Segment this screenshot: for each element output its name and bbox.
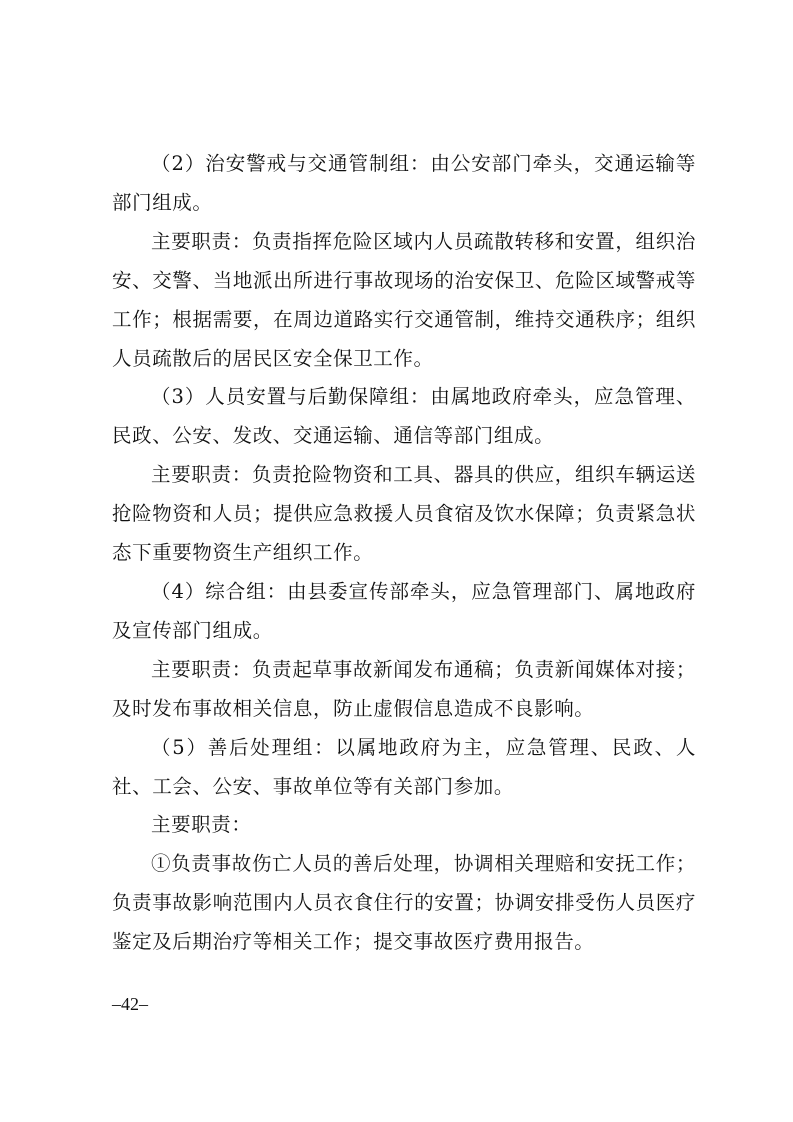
- paragraph-aftermath-duties-heading: 主要职责：: [151, 813, 252, 837]
- paragraph-traffic-control-duties: 主要职责：负责指挥危险区域内人员疏散转移和安置，组织治安、交警、当地派出所进行事故现场的治安保卫、危险区域警戒等工作；根据需要，在周边道路实行交通管制，维持交通秩序；组织人员疏散后的居民区安全保卫工作。: [112, 229, 696, 370]
- paragraph-traffic-control-group: （2）治安警戒与交通管制组：由公安部门牵头，交通运输等部门组成。: [112, 152, 696, 214]
- paragraph-comprehensive-duties: 主要职责：负责起草事故新闻发布通稿；负责新闻媒体对接；及时发布事故相关信息，防止虚假信息造成不良影响。: [112, 657, 696, 720]
- paragraph-logistics-duties: 主要职责：负责抢险物资和工具、器具的供应，组织车辆运送抢险物资和人员；提供应急救援人员食宿及饮水保障；负责紧急状态下重要物资生产组织工作。: [112, 463, 696, 565]
- paragraph-logistics-group: （3）人员安置与后勤保障组：由属地政府牵头，应急管理、民政、公安、发改、交通运输、通信等部门组成。: [112, 385, 696, 448]
- paragraph-aftermath-duty-1: ①负责事故伤亡人员的善后处理，协调相关理赔和安抚工作；负责事故影响范围内人员衣食住行的安置；协调安排受伤人员医疗鉴定及后期治疗等相关工作；提交事故医疗费用报告。: [112, 852, 696, 954]
- paragraph-aftermath-group: （5）善后处理组：以属地政府为主，应急管理、民政、人社、工会、公安、事故单位等有关部门参加。: [112, 735, 696, 798]
- body-text: [112, 145, 696, 962]
- page-number: –42–: [112, 994, 148, 1014]
- paragraph-comprehensive-group: （4）综合组：由县委宣传部牵头，应急管理部门、属地政府及宣传部门组成。: [112, 579, 696, 642]
